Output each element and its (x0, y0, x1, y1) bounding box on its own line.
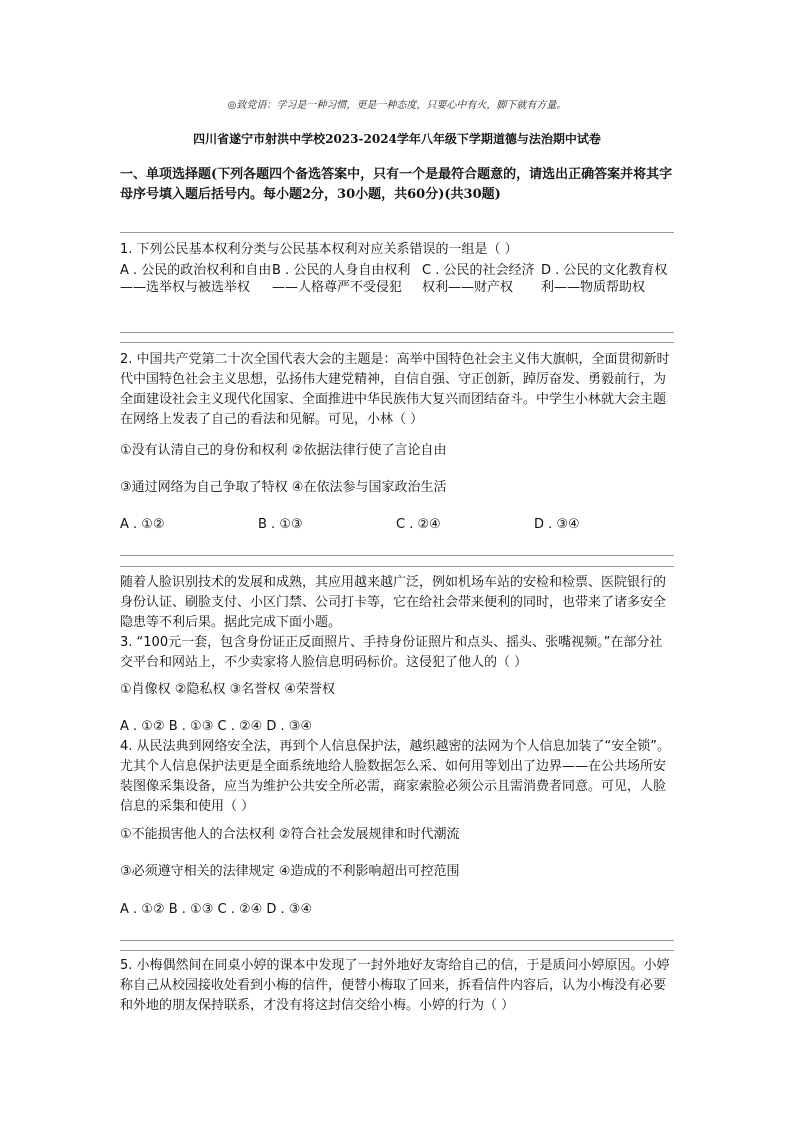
question-1-options (120, 262, 675, 296)
question-stem: 2. 中国共产党第二十次全国代表大会的主题是：高举中国特色社会主义伟大旗帜，全面贯彻新时代中国特色社会主义思想，弘扬伟大建党精神，自信自强、守正创新，踔厉奋发、勇毅前行，为全面建设社会主义现代化国家、全面推进中华民族伟大复兴而团结奋斗。中学生小林就大会主题在网络上发表了自己的看法和见解。可见，小林（ ） (120, 352, 670, 427)
question-4 (120, 737, 675, 817)
question-2-options (120, 515, 634, 535)
question-3-options[interactable]: A . ①② B . ①③ C . ②④ D . ③④ (120, 719, 313, 734)
option-c[interactable]: C . ②④ (396, 517, 441, 532)
divider (120, 332, 674, 333)
motto: ◎致党语：学习是一种习惯，更是一种态度，只要心中有火，脚下就有方量。 (227, 100, 567, 111)
question-stem: 1. 下列公民基本权利分类与公民基本权利对应关系错误的一组是（ ） (120, 242, 518, 257)
section-heading: 一、单项选择题(下列各题四个备选答案中，只有一个是最符合题意的，请选出正确答案并将其字母序号填入题后括号内。每小题2分，30小题，共60分)(共30题) (120, 167, 673, 202)
option-a[interactable]: A . 公民的政治权利和自由——选举权与被选举权 (120, 263, 272, 295)
statement-line: ③必须遵守相关的法律规定 ④造成的不利影响超出可控范围 (120, 864, 460, 879)
statement-line: ③通过网络为自己争取了特权 ④在依法参与国家政治生活 (120, 480, 447, 495)
option-b[interactable]: B . ①③ (258, 517, 303, 532)
divider (120, 940, 674, 941)
option-a[interactable]: A . ①② (120, 517, 165, 532)
question-4-options[interactable]: A . ①② B . ①③ C . ②④ D . ③④ (120, 902, 313, 917)
question-stem: 4. 从民法典到网络安全法，再到个人信息保护法，越织越密的法网为个人信息加装了“安全锁”。尤其个人信息保护法更是全面系统地给人脸数据怎么采、如何用等划出了边界——在公共场所安装图像采集设备，应当为维护公共安全所必需，商家索脸必须公示且需消费者同意。可见，人脸信息的采集和使用（ ） (120, 739, 671, 814)
question-stem: 5. 小梅偶然间在同桌小婷的课本中发现了一封外地好友寄给自己的信，于是质问小婷原因。小婷称自己从校园接收处看到小梅的信件，便替小梅取了回来，拆看信件内容后，认为小梅没有必要和外地的朋友保持联系，才没有将这封信交给小梅。小婷的行为（ ） (120, 958, 670, 1013)
divider (120, 555, 674, 556)
divider (120, 950, 674, 951)
material-passage (120, 573, 675, 673)
question-5 (120, 956, 675, 1016)
divider (120, 342, 674, 343)
statement-line: ①没有认清自己的身份和权利 ②依据法律行使了言论自由 (120, 443, 447, 458)
statement-line: ①肖像权 ②隐私权 ③名誉权 ④荣誉权 (120, 682, 336, 697)
question-2 (120, 350, 675, 430)
option-b[interactable]: B . 公民的人身自由权利——人格尊严不受侵犯 (272, 263, 411, 295)
option-c[interactable]: C . 公民的社会经济权利——财产权 (422, 263, 535, 295)
divider (120, 232, 674, 233)
option-d[interactable]: D . ③④ (534, 517, 580, 532)
statement-line: ①不能损害他人的合法权利 ②符合社会发展规律和时代潮流 (120, 827, 460, 842)
divider (120, 566, 674, 567)
question-1 (120, 240, 675, 260)
material-text: 随着人脸识别技术的发展和成熟，其应用越来越广泛，例如机场车站的安检和检票、医院银行的身份认证、刷脸支付、小区门禁、公司打卡等，它在给社会带来便利的同时，也带来了诸多安全隐患等不利后果。据此完成下面小题。 (120, 575, 667, 630)
option-d[interactable]: D . 公民的文化教育权利——物质帮助权 (541, 263, 668, 295)
exam-title: 四川省遂宁市射洪中学校2023-2024学年八年级下学期道德与法治期中试卷 (193, 132, 601, 146)
question-3-stem: 3. “100元一套，包含身份证正反面照片、手持身份证照片和点头、摇头、张嘴视频。”在部分社交平台和网站上，不少卖家将人脸信息明码标价。这侵犯了他人的（ ） (120, 635, 663, 670)
